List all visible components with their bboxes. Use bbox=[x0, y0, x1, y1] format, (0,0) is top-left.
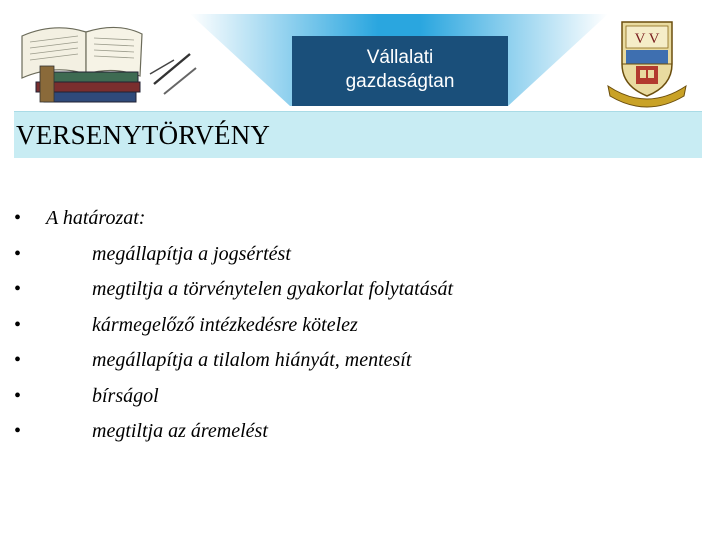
slide-title: VERSENYTÖRVÉNY bbox=[16, 120, 271, 150]
university-crest-icon bbox=[604, 16, 690, 108]
list-item-text: megállapítja a tilalom hiányát, mentesít bbox=[92, 349, 412, 371]
list-item bbox=[14, 384, 674, 420]
svg-text:V V: V V bbox=[634, 31, 660, 47]
slide-title-bar bbox=[14, 111, 702, 158]
list-item-text: bírságol bbox=[92, 384, 159, 407]
bullet-list bbox=[14, 206, 674, 455]
bullet-marker: • bbox=[14, 313, 22, 336]
books-illustration-icon bbox=[14, 14, 200, 106]
bullet-marker: • bbox=[14, 278, 22, 300]
list-item-text: megállapítja a jogsértést bbox=[92, 242, 291, 265]
bullet-marker: • bbox=[14, 207, 22, 229]
list-item bbox=[14, 419, 674, 455]
list-item-text: kármegelőző intézkedésre kötelez bbox=[92, 313, 358, 336]
bullet-marker: • bbox=[14, 242, 22, 265]
list-item bbox=[14, 313, 674, 349]
course-title-line2: gazdaságtan bbox=[345, 71, 455, 92]
list-item-text: megtiltja a törvénytelen gyakorlat folytatását bbox=[92, 278, 454, 300]
course-title bbox=[292, 36, 508, 104]
course-title-line1: Vállalati bbox=[366, 47, 434, 68]
bullet-marker: • bbox=[14, 384, 22, 407]
list-item bbox=[14, 348, 674, 384]
bullet-marker: • bbox=[14, 420, 22, 442]
list-item bbox=[14, 277, 674, 313]
list-item-text: A határozat: bbox=[46, 207, 146, 229]
list-item bbox=[14, 206, 674, 242]
list-item bbox=[14, 242, 674, 278]
list-item-text: megtiltja az áremelést bbox=[92, 420, 268, 442]
bullet-marker: • bbox=[14, 349, 22, 371]
